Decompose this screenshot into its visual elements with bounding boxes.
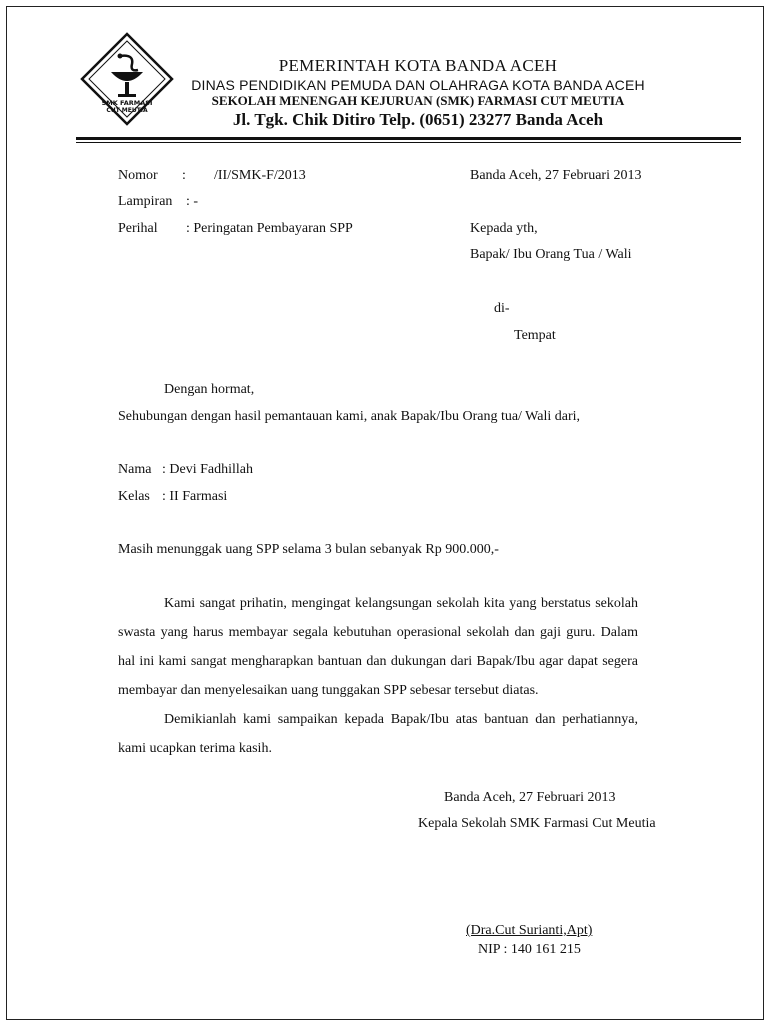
- greeting: Dengan hormat,: [164, 382, 255, 397]
- svg-text:CUT MEUTIA: CUT MEUTIA: [106, 107, 148, 114]
- recipient: Bapak/ Ibu Orang Tua / Wali: [470, 247, 632, 262]
- nomor-value: /II/SMK-F/2013: [214, 168, 306, 183]
- nama-value: : Devi Fadhillah: [162, 462, 253, 477]
- signature-place-date: Banda Aceh, 27 Februari 2013: [444, 790, 616, 805]
- nomor-label: Nomor: [118, 168, 158, 183]
- nama-label: Nama: [118, 462, 152, 477]
- lampiran-value: : -: [186, 194, 199, 209]
- header-address: Jl. Tgk. Chik Ditiro Telp. (0651) 23277 Banda Aceh: [232, 110, 604, 129]
- header-government: PEMERINTAH KOTA BANDA ACEH: [278, 56, 558, 75]
- kelas-value: : II Farmasi: [162, 489, 228, 504]
- perihal-label: Perihal: [118, 221, 158, 236]
- arrears-text: Masih menunggak uang SPP selama 3 bulan sebanyak Rp 900.000,-: [118, 542, 499, 557]
- tempat-label: Tempat: [514, 328, 556, 343]
- paragraph-closing: [118, 705, 638, 763]
- di-label: di-: [494, 301, 510, 316]
- signature-position: Kepala Sekolah SMK Farmasi Cut Meutia: [418, 816, 656, 831]
- intro-text: Sehubungan dengan hasil pemantauan kami, anak Bapak/Ibu Orang tua/ Wali dari,: [118, 409, 581, 424]
- kelas-label: Kelas: [118, 489, 150, 504]
- paragraph-closing-text: Demikianlah kami sampaikan kepada Bapak/Ibu atas bantuan dan perhatiannya, kami ucapkan terima kasih.: [118, 712, 638, 756]
- school-logo: [80, 32, 174, 126]
- svg-text:SMK FARMASI: SMK FARMASI: [101, 99, 153, 107]
- lampiran-label: Lampiran: [118, 194, 173, 209]
- kepada-label: Kepada yth,: [470, 221, 538, 236]
- nomor-separator: :: [182, 168, 186, 183]
- document-page: [6, 6, 764, 1020]
- signature-name: (Dra.Cut Surianti,Apt): [466, 923, 593, 938]
- letter-date: Banda Aceh, 27 Februari 2013: [470, 168, 642, 183]
- perihal-value: : Peringatan Pembayaran SPP: [186, 221, 353, 236]
- header-rule-thin: [76, 142, 741, 143]
- header-school: SEKOLAH MENENGAH KEJURUAN (SMK) FARMASI CUT MEUTIA: [211, 93, 625, 108]
- header-rule-thick: [76, 137, 741, 140]
- signature-nip: NIP : 140 161 215: [478, 942, 581, 957]
- header-department: DINAS PENDIDIKAN PEMUDA DAN OLAHRAGA KOTA BANDA ACEH: [191, 77, 645, 93]
- paragraph-concern: [118, 589, 638, 705]
- paragraph-concern-text: Kami sangat prihatin, mengingat kelangsungan sekolah kita yang berstatus sekolah swasta yang harus membayar segala kebutuhan operasional sekolah dan gaji guru. Dalam hal ini kami sangat mengharapkan bantuan dan dukungan dari Bapak/Ibu agar dapat segera membayar dan menyelesaikan uang tunggakan SPP sebesar tersebut diatas.: [118, 596, 638, 698]
